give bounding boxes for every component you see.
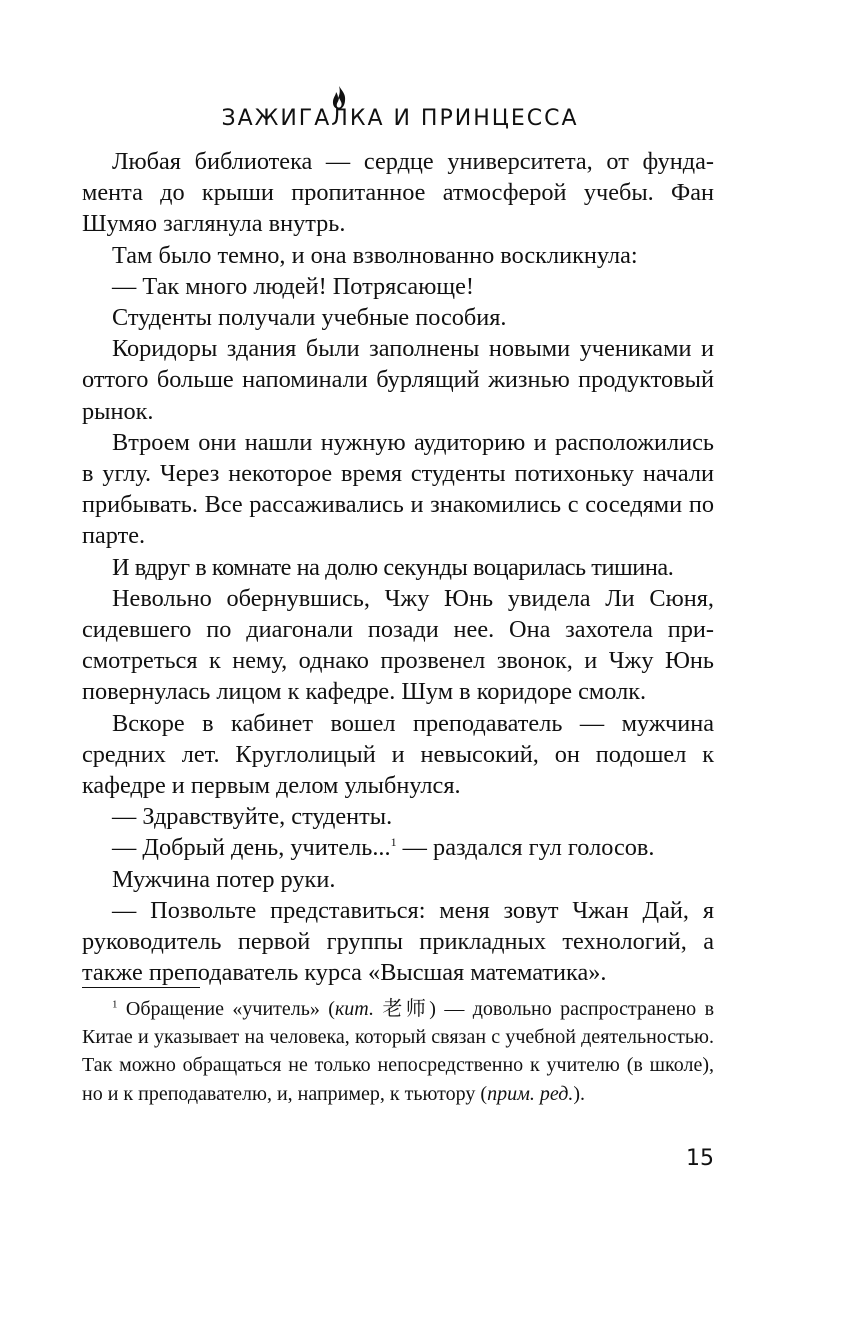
- footnote-reference[interactable]: 1: [390, 835, 397, 850]
- paragraph: Вскоре в кабинет вошел преподаватель — мужчина средних лет. Круглолицый и невысокий, он подошел к кафедре и первым делом улыбнулся.: [82, 709, 714, 800]
- greeting-text: — Добрый день, учитель...: [112, 834, 391, 862]
- paragraph: Невольно обернувшись, Чжу Юнь увидела Ли Сюня, сидевшего по диагонали позади нее. Она захотела присмотреться к нему, однако прозвенел звонок, и Чжу Юнь повернулась лицом к кафедре. Шум в коридоре смолк.: [82, 584, 714, 706]
- paragraph: — Так много людей! Потрясающе!: [112, 272, 474, 300]
- greeting-tail: — раздался гул голосов.: [396, 834, 655, 862]
- paragraph: Коридоры здания были заполнены новыми учениками и оттого больше напоминали бурлящий жизнью продуктовый рынок.: [82, 335, 714, 425]
- paragraph: Студенты получали учебные пособия.: [112, 304, 507, 332]
- footnote-text: Обращение «учитель» (: [117, 998, 335, 1020]
- footnote-mark: 1: [112, 998, 118, 1011]
- paragraph: — Позвольте представиться: меня зовут Чжан Дай, я руководитель первой группы прикладных технологий, а также преподаватель курса «Высшая математика».: [82, 896, 714, 987]
- paragraph-with-footnote: [82, 832, 714, 863]
- footnote-chinese: 老师: [374, 998, 430, 1020]
- editor-note: прим. ред.: [487, 1082, 574, 1105]
- paragraph: И вдруг в комнате на долю секунды воцарилась тишина.: [112, 553, 674, 581]
- footnote: [82, 995, 714, 1108]
- footnote-closing: ).: [573, 1082, 585, 1105]
- footnote-text: ) — довольно распространено в Китае и указывает на человека, который связан с учебной деятельностью. Так можно обращаться не только непосредственно к учителю (в школе), но и к преподавателю, и, например, к тьютору (: [82, 998, 715, 1105]
- paragraph: Мужчина потер руки.: [112, 865, 336, 893]
- paragraph: Там было темно, и она взволнованно воскликнула:: [112, 241, 638, 269]
- footnote-abbr: кит.: [334, 998, 374, 1020]
- paragraph: Втроем они нашли нужную аудиторию и расположились в углу. Через некоторое время студенты потихоньку начали прибывать. Все рассаживались и знакомились с соседями по парте.: [82, 428, 714, 550]
- footnote-divider: [82, 987, 200, 988]
- running-title: ЗАЖИГАЛКА И ПРИНЦЕССА: [221, 106, 579, 131]
- paragraph: — Здравствуйте, студенты.: [112, 803, 393, 831]
- page-number: 15: [686, 1146, 714, 1171]
- paragraph: Любая библиотека — сердце университета, от фундамента до крыши пропитанное атмосферой учебы. Фан Шумяо заглянула внутрь.: [82, 148, 714, 238]
- main-text: [82, 146, 714, 988]
